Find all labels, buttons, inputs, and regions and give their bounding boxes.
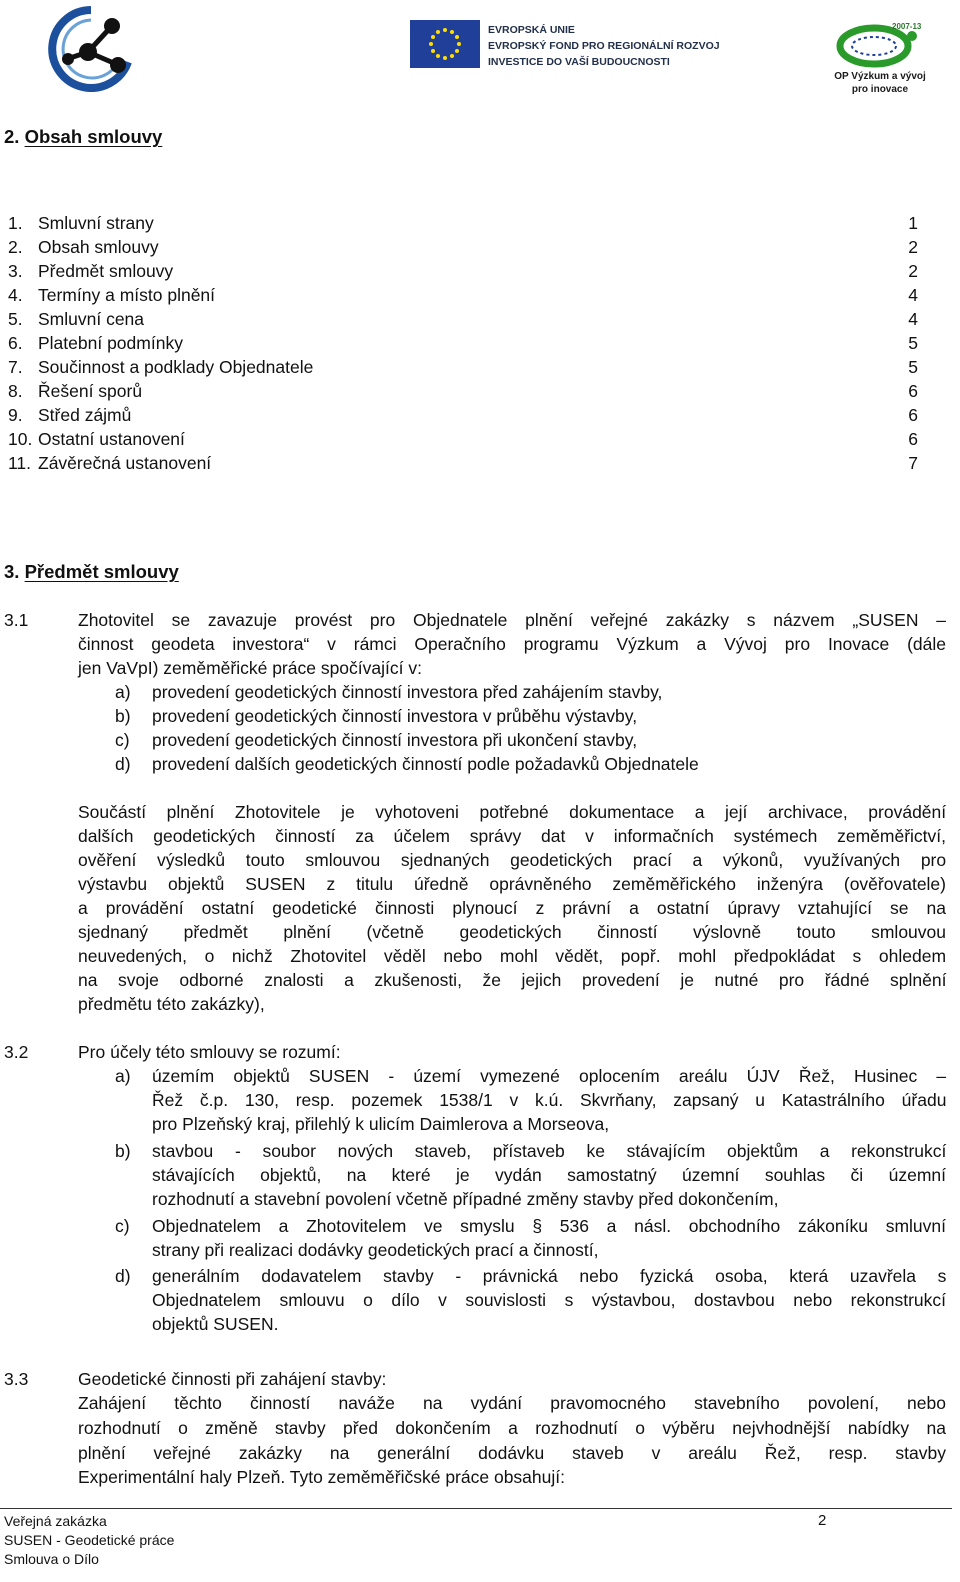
list-item-text: objektů SUSEN. [152,1314,279,1334]
list-item-letter: b) [115,1141,131,1161]
section-number: 2. [4,126,20,147]
footer-line: Smlouva o Dílo [4,1551,99,1567]
clause-title: Geodetické činnosti při zahájení stavby: [78,1369,387,1389]
list-item-text: provedení geodetických činností investora v průběhu výstavby, [152,706,638,726]
toc-row: 5. Smluvní cena 4 [8,309,918,329]
clause-number: 3.1 [4,610,29,630]
section-2-heading [4,126,162,148]
eu-flag-icon [410,20,480,68]
list-item-letter: a) [115,1066,131,1086]
list-item-letter: c) [115,730,130,750]
section-title: Obsah smlouvy [24,126,163,147]
list-item-text: rozhodnutí a stavební povolení včetně případné změny stavby před dokončením, [152,1189,779,1209]
toc-row: 4. Termíny a místo plnění 4 [8,285,918,305]
section-number: 3. [4,561,20,582]
list-item-text: Objednatelem smlouvu o dílo v souvislosti s výstavbou, dostavbou nebo rekonstrukcí [152,1290,946,1310]
clause-number: 3.2 [4,1042,29,1062]
footer-line: Veřejná zakázka [4,1513,107,1529]
list-item-text: generálním dodavatelem stavby - právnická nebo fyzická osoba, která uzavřela s [152,1266,947,1286]
list-item-text: pro Plzeňský kraj, přilehlý k ulicím Daimlerova a Morseova, [152,1114,610,1134]
toc-row: 6. Platební podmínky 5 [8,333,918,353]
footer-line: SUSEN - Geodetické práce [4,1532,175,1548]
toc-row: 11. Závěrečná ustanovení 7 [8,453,918,473]
table-of-contents [8,212,918,476]
clause-text-line: činnost geodeta investora“ v rámci Operačního programu Výzkum a Vývoj pro Inovace (dále [78,634,947,654]
list-item-letter: d) [115,1266,131,1286]
paragraph-line: na svoje odborné znalosti a zkušenosti, že jejich provedení je nutné pro řádné splnění [78,970,947,990]
list-item-text: provedení dalších geodetických činností podle požadavků Objednatele [152,754,699,774]
op-logo-line: pro inovace [851,84,909,95]
clause-number: 3.3 [4,1369,29,1389]
section-title: Předmět smlouvy [24,561,179,582]
list-item-letter: d) [115,754,131,774]
op-logo-line: OP Výzkum a vývoj [834,71,926,82]
eu-logo-line: INVESTICE DO VAŠÍ BUDOUCNOSTI [488,56,670,68]
list-item-letter: c) [115,1216,130,1236]
eu-logo-line: EVROPSKÁ UNIE [488,24,575,36]
page-number: 2 [818,1512,827,1529]
list-item-text: provedení geodetických činností investora při ukončení stavby, [152,730,638,750]
paragraph-line: ověření výsledků touto smlouvou sjednaných geodetických prací a výkonů, využívaných pro [78,850,947,870]
list-item-letter: a) [115,682,131,702]
list-item-text: stávajících objektů, na které je vydán samostatný územní souhlas či územní [152,1165,946,1185]
toc-row: 1. Smluvní strany 1 [8,213,918,233]
eu-logo-line: EVROPSKÝ FOND PRO REGIONÁLNÍ ROZVOJ [488,40,720,52]
clause-text-line: rozhodnutí o změně stavby před dokončením a rozhodnutí o výběru nejvhodnější nabídky na [78,1418,946,1438]
list-item-letter: b) [115,706,131,726]
clause-text-line: Zhotovitel se zavazuje provést pro Objednatele plnění veřejné zakázky s názvem „SUSEN – [78,610,946,630]
toc-row: 8. Řešení sporů 6 [8,381,918,401]
list-item-text: stavbou - soubor nových staveb, přístaveb ke stávajícím objektům a rekonstrukcí [152,1141,947,1161]
toc-row: 7. Součinnost a podklady Objednatele 5 [8,357,918,377]
clause-text-line: Experimentální haly Plzeň. Tyto zeměměřičské práce obsahují: [78,1467,565,1487]
clause-text-line: Zahájení těchto činností naváže na vydání pravomocného stavebního povolení, nebo [78,1393,946,1413]
clause-intro: Pro účely této smlouvy se rozumí: [78,1042,341,1062]
paragraph-line: výstavbu objektů SUSEN z titulu úředně oprávněného zeměměřického inženýra (ověřovatele) [78,874,946,894]
toc-row: 10. Ostatní ustanovení 6 [8,429,918,449]
molecule-logo-icon [48,6,134,92]
paragraph-line: předmětu této zakázky), [78,994,265,1014]
paragraph-line: Součástí plnění Zhotovitele je vyhotoveni potřebné dokumentace a její archivace, provádění [78,802,947,822]
paragraph-line: sjednaný předmět plnění (včetně geodetických činností výslovně touto smlouvou [78,922,946,942]
clause-text-line: jen VaVpI) zeměměřické práce spočívající v: [78,658,422,678]
toc-row: 2. Obsah smlouvy 2 [8,237,918,257]
list-item-text: provedení geodetických činností investora před zahájením stavby, [152,682,663,702]
toc-row: 3. Předmět smlouvy 2 [8,261,918,281]
paragraph-line: a provádění ostatní geodetické činnosti plynoucí z právní a ostatní úpravy vztahující se na [78,898,946,918]
list-item-text: Objednatelem a Zhotovitelem ve smyslu § 536 a násl. obchodního zákoníku smluvní [152,1216,946,1236]
footer-divider [0,1508,952,1509]
section-3-heading [4,561,179,583]
paragraph-line: neuvedených, o nichž Zhotovitel věděl nebo mohl vědět, popř. mohl předpokládat s ohledem [78,946,947,966]
list-item-text: strany při realizaci dodávky geodetických prací a činností, [152,1240,599,1260]
list-item-text: územím objektů SUSEN - území vymezené oplocením areálu ÚJV Řež, Husinec – [152,1066,947,1086]
organization-logo [48,6,134,92]
paragraph-line: dalších geodetických činností za účelem správy dat v informačních systémech zeměměřictví, [78,826,946,846]
toc-row: 9. Střed zájmů 6 [8,405,918,425]
clause-text-line: plnění veřejné zakázky na generální dodávku staveb v areálu Řež, resp. stavby [78,1443,946,1463]
list-item-text: Řež č.p. 130, resp. pozemek 1538/1 v k.ú. Skvrňany, zapsaný u Katastrálního úřadu [152,1090,947,1110]
op-logo-year: 2007-13 [892,22,922,31]
